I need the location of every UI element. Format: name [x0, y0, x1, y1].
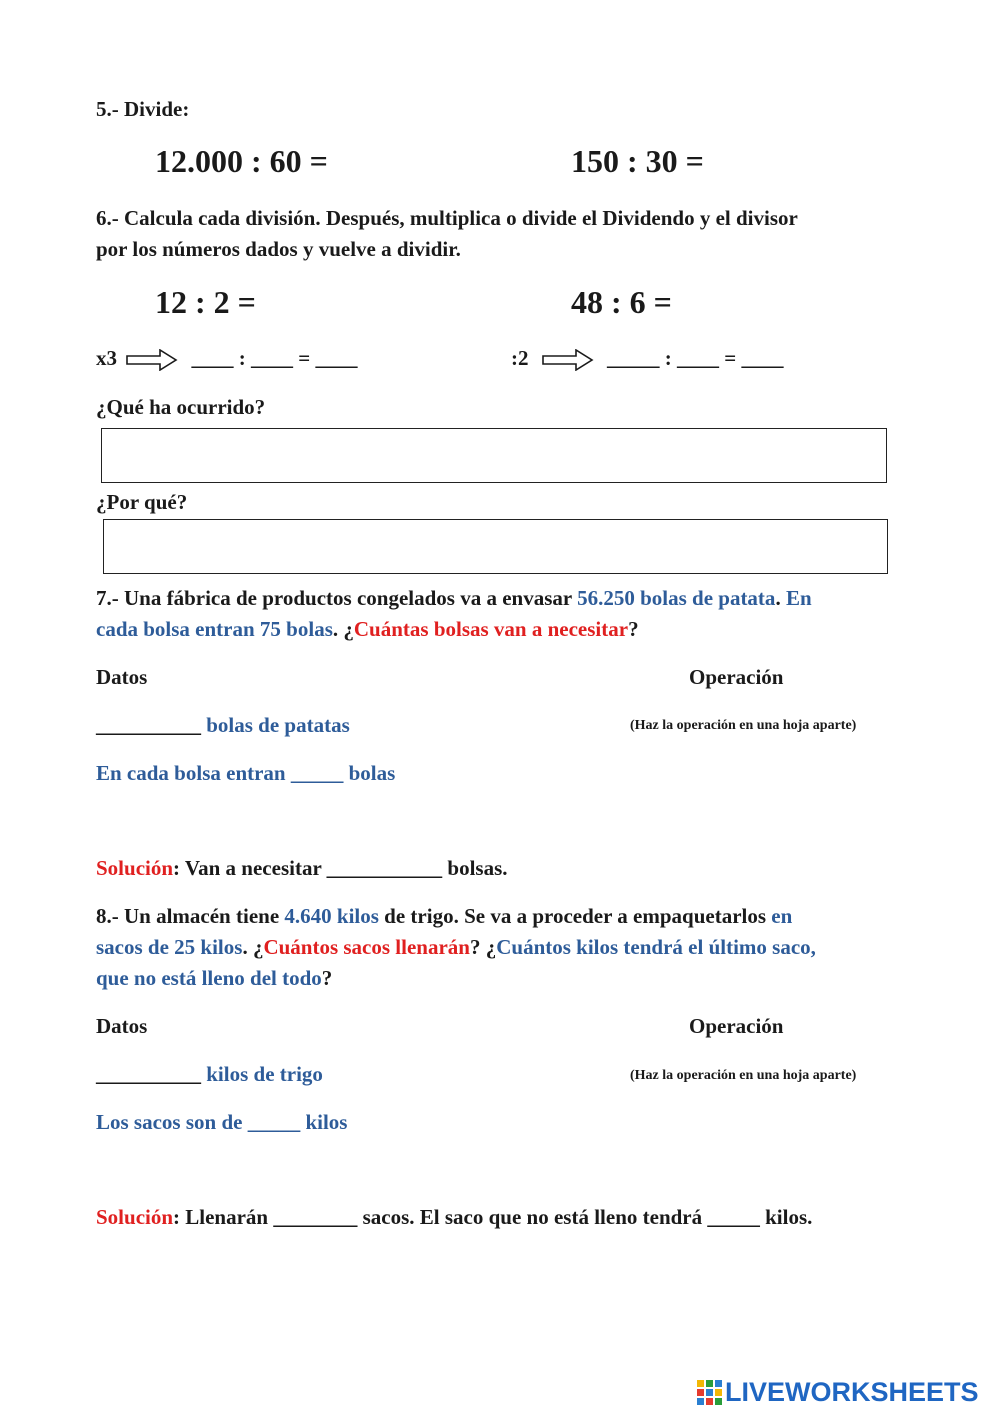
- q6-operation-2: 48 : 6 =: [571, 284, 672, 320]
- right-arrow-icon: [126, 349, 178, 371]
- q8-solucion-text[interactable]: : Llenarán ________ sacos. El saco que no está lleno tendrá _____ kilos.: [173, 1205, 813, 1229]
- q8-dato-1-blank[interactable]: __________: [96, 1062, 201, 1086]
- q7-text: .: [775, 586, 786, 610]
- right-arrow-icon: [542, 349, 594, 371]
- q7-solucion-text[interactable]: : Van a necesitar ___________ bolsas.: [173, 856, 508, 880]
- q6-right-factor: :2: [511, 346, 529, 370]
- q8-text: . ¿: [242, 935, 264, 959]
- q6-left-row: [96, 346, 357, 371]
- q7-dato-1: [96, 713, 350, 738]
- q7-operacion-heading: Operación: [689, 665, 784, 689]
- q8-dato-1: [96, 1062, 323, 1087]
- q8-statement-line2: [96, 935, 816, 960]
- q8-nota: (Haz la operación en una hoja aparte): [630, 1068, 857, 1083]
- q6-statement-line1: 6.- Calcula cada división. Después, multiplica o divide el Dividendo y el divisor: [96, 206, 798, 230]
- liveworksheets-brand: LIVEWORKSHEETS: [725, 1377, 979, 1407]
- q6-question-what-happened: ¿Qué ha ocurrido?: [96, 395, 266, 419]
- q7-dato-2[interactable]: En cada bolsa entran _____ bolas: [96, 761, 396, 785]
- q5-operation-1: 12.000 : 60 =: [155, 143, 328, 179]
- q8-question: Cuántos sacos llenarán: [263, 935, 470, 959]
- q8-text: de trigo. Se va a proceder a empaquetarlos: [378, 904, 772, 928]
- q8-question-2: Cuántos kilos tendrá el último saco,: [496, 935, 816, 959]
- q8-highlight: en: [771, 904, 793, 928]
- q7-dato-1-blank[interactable]: __________: [96, 713, 201, 737]
- q6-right-row: [511, 346, 783, 371]
- q6-statement-line2: por los números dados y vuelve a dividir.: [96, 237, 461, 261]
- q6-left-factor: x3: [96, 346, 117, 370]
- answer-box-what-happened[interactable]: [101, 428, 887, 483]
- q7-text: 7.- Una fábrica de productos congelados va a envasar: [96, 586, 578, 610]
- q6-right-blanks[interactable]: _____ : ____ = ____: [607, 346, 784, 370]
- q7-solucion: [96, 856, 508, 881]
- q8-highlight: 4.640 kilos: [284, 904, 379, 928]
- q7-highlight: 56.250 bolas de patata: [577, 586, 776, 610]
- q7-nota: (Haz la operación en una hoja aparte): [630, 718, 857, 733]
- q8-datos-heading: Datos: [96, 1014, 148, 1038]
- q7-highlight: cada bolsa entran 75 bolas: [96, 617, 333, 641]
- liveworksheets-logo-icon: [697, 1380, 723, 1406]
- q8-text: ?: [321, 966, 333, 990]
- q6-question-why: ¿Por qué?: [96, 490, 188, 514]
- q6-operation-1: 12 : 2 =: [155, 284, 256, 320]
- q8-statement-line3: [96, 966, 332, 991]
- q8-dato-1-text: kilos de trigo: [201, 1062, 323, 1086]
- liveworksheets-logo: [697, 1377, 997, 1409]
- q7-solucion-label: Solución: [96, 856, 174, 880]
- answer-box-why[interactable]: [103, 519, 888, 574]
- q7-statement-line1: [96, 586, 812, 611]
- q8-text: 8.- Un almacén tiene: [96, 904, 285, 928]
- q7-statement-line2: [96, 617, 639, 642]
- q8-dato-2[interactable]: Los sacos son de _____ kilos: [96, 1110, 348, 1134]
- q6-left-blanks[interactable]: ____ : ____ = ____: [191, 346, 358, 370]
- q8-solucion-label: Solución: [96, 1205, 174, 1229]
- q8-solucion: [96, 1205, 812, 1230]
- q7-dato-1-text: bolas de patatas: [201, 713, 350, 737]
- q7-question: Cuántas bolsas van a necesitar: [353, 617, 629, 641]
- q7-text: . ¿: [332, 617, 354, 641]
- q8-statement-line1: [96, 904, 792, 929]
- q8-highlight: sacos de 25 kilos: [96, 935, 243, 959]
- q5-title: 5.- Divide:: [96, 97, 190, 121]
- q7-text: ?: [628, 617, 639, 641]
- q8-text: ? ¿: [469, 935, 497, 959]
- q7-datos-heading: Datos: [96, 665, 148, 689]
- q8-operacion-heading: Operación: [689, 1014, 784, 1038]
- q7-highlight: En: [785, 586, 812, 610]
- q5-operation-2: 150 : 30 =: [571, 143, 704, 179]
- q8-question-2-cont: que no está lleno del todo: [96, 966, 322, 990]
